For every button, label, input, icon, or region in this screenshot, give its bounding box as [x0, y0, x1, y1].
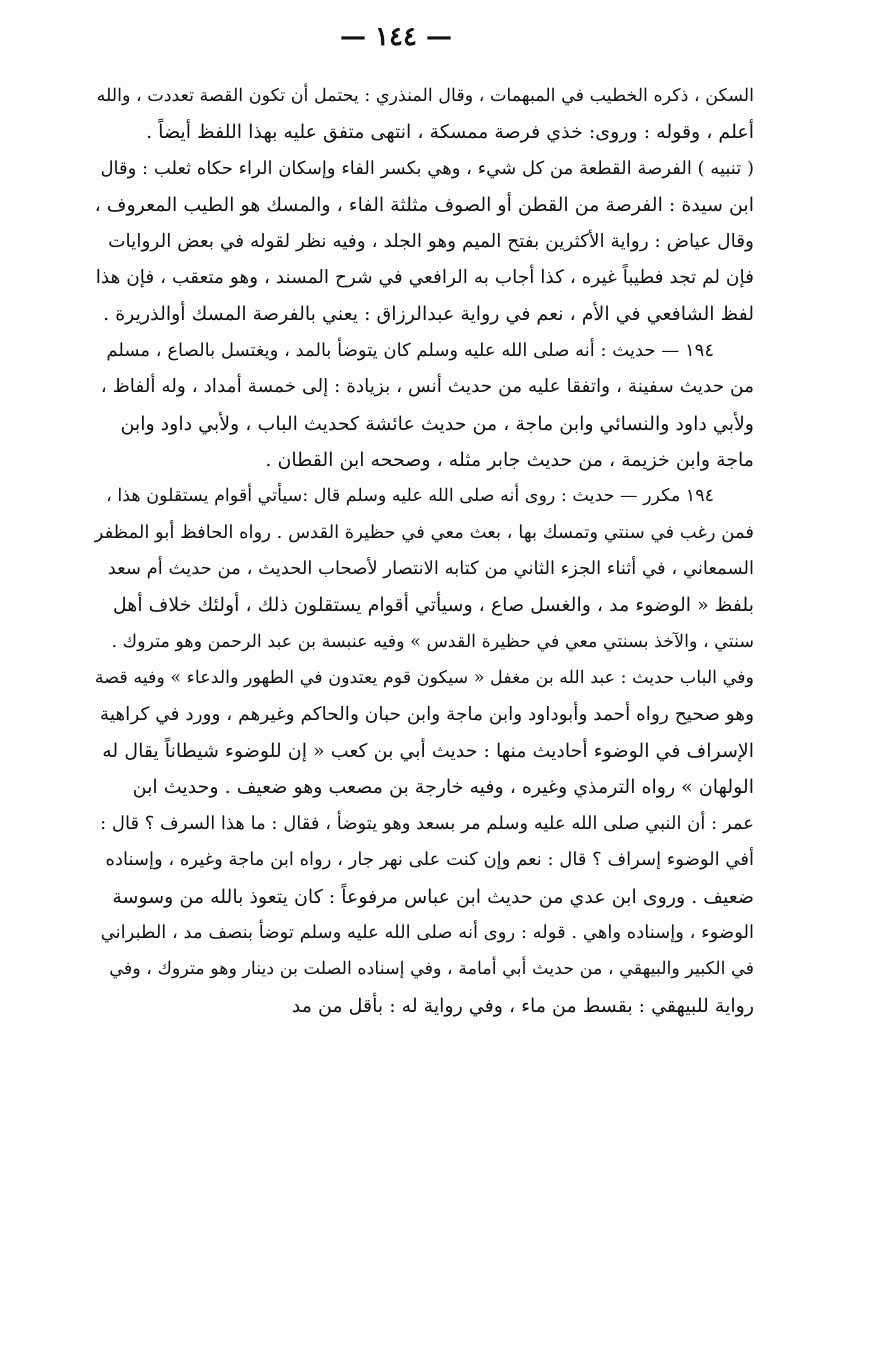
text-line: السمعاني ، في أثناء الجزء الثاني من كتابه الانتصار لأصحاب الحديث ، من حديث أم سعد	[107, 558, 754, 580]
text-line: بلفظ « الوضوء مد ، والغسل صاع ، وسيأتي أقوام يستقلون ذلك ، أولئك خلاف أهل	[112, 594, 754, 617]
text-line: أفي الوضوء إسراف ؟ قال : نعم وإن كنت على نهر جار ، رواه ابن ماجة وغيره ، وإسناده	[105, 849, 754, 871]
text-line: ماجة وابن خزيمة ، من حديث جابر مثله ، وصححه ابن القطان .	[265, 448, 754, 471]
text-line: ١٩٤ مكرر — حديث : روى أنه صلى الله عليه وسلم قال :سيأتي أقوام يستقلون هذا ،	[106, 486, 714, 507]
text-line: الوضوء ، وإسناده واهي . قوله : روى أنه صلى الله عليه وسلم توضأ بنصف مد ، الطبراني	[100, 921, 754, 943]
text-line: ( تنبيه ) الفرصة القطعة من كل شيء ، وهي بكسر الفاء وإسكان الراء حكاه ثعلب : وقال	[100, 157, 754, 179]
page-number: — ١٤٤ —	[339, 22, 453, 52]
text-line: ضعيف . وروى ابن عدي من حديث ابن عباس مرفوعاً : كان يتعوذ بالله من وسوسة	[112, 885, 754, 908]
text-line: عمر : أن النبي صلى الله عليه وسلم مر بسعد وهو يتوضأ ، فقال : ما هذا السرف ؟ قال :	[100, 812, 754, 834]
text-line: لفظ الشافعي في الأم ، نعم في رواية عبدالرزاق : يعني بالفرصة المسك أوالذريرة .	[103, 303, 754, 326]
text-line: السكن ، ذكره الخطيب في المبهمات ، وقال المنذري : يحتمل أن تكون القصة تعددت ، والله	[96, 86, 754, 106]
text-line: وقال عياض : رواية الأكثرين بفتح الميم وهو الجلد ، وفيه نظر لقوله في بعض الروايات	[108, 230, 754, 252]
text-line: سنتي ، والآخذ بسنتي معي في حظيرة القدس » وفيه عنبسة بن عبد الرحمن وهو متروك .	[111, 631, 754, 652]
text-line: فإن لم تجد فطيباً غيره ، كذا أجاب به الرافعي في شرح المسند ، وهو متعقب ، فإن هذا	[95, 266, 754, 288]
text-line: وهو صحيح رواه أحمد وأبوداود وابن ماجة وابن حبان والحاكم وغيرهم ، وورد في كراهية	[99, 703, 754, 725]
text-line: فمن رغب في سنتي وتمسك بها ، بعث معي في حظيرة القدس . رواه الحافظ أبو المظفر	[94, 521, 754, 543]
text-line: في الكبير والبيهقي ، من حديث أبي أمامة ، وفي إسناده الصلت بن دينار وهو متروك ، وفي	[109, 959, 754, 980]
text-line: ابن سيدة : الفرصة من القطن أو الصوف مثلثة الفاء ، والمسك هو الطيب المعروف ،	[94, 194, 754, 217]
text-line: أعلم ، وقوله : وروى: خذي فرصة ممسكة ، انتهى متفق عليه بهذا اللفظ أيضاً .	[146, 121, 754, 144]
text-line: رواية للبيهقي : بقسط من ماء ، وفي رواية له : بأقل من مد	[291, 994, 754, 1017]
body-text	[94, 78, 754, 1024]
text-line: ١٩٤ — حديث : أنه صلى الله عليه وسلم كان يتوضأ بالمد ، ويغتسل بالصاع ، مسلم	[106, 339, 714, 361]
text-line: ولأبي داود والنسائي وابن ماجة ، من حديث عائشة كحديث الباب ، ولأبي داود وابن	[120, 412, 754, 435]
text-line: الولهان » رواه الترمذي وغيره ، وفيه خارجة بن مصعب وهو ضعيف . وحديث ابن	[132, 776, 754, 799]
text-line: من حديث سفينة ، واتفقا عليه من حديث أنس ، بزيادة : إلى خمسة أمداد ، وله ألفاظ ،	[100, 376, 754, 398]
text-line: الإسراف في الوضوء أحاديث منها : حديث أبي بن كعب « إن للوضوء شيطاناً يقال له	[102, 740, 754, 763]
text-line: وفي الباب حديث : عبد الله بن مغفل « سيكون قوم يعتدون في الطهور والدعاء » وفيه قصة	[94, 668, 754, 689]
